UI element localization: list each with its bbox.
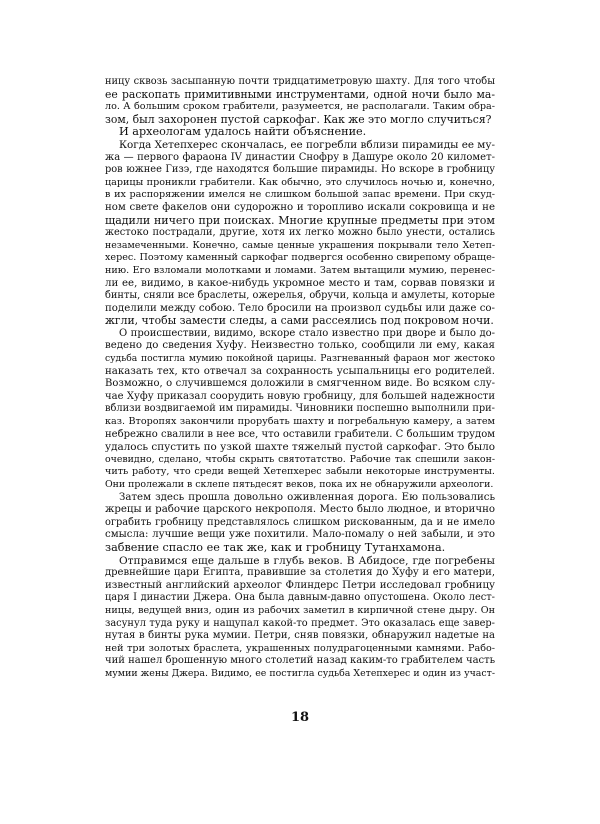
text-line: Отправимся еще дальше в глубь веков. В Абидосе, где погребены: [119, 554, 495, 567]
text-line: смысла: лучшие вещи уже похитили. Мало-помалу о ней забыли, и это: [105, 529, 495, 541]
text-line: Когда Хетепхерес скончалась, ее погребли вблизи пирамиды ее му-: [119, 138, 495, 151]
text-line: щадили ничего при поисках. Многие крупные предметы при этом: [105, 214, 495, 227]
text-line: ведено до сведения Хуфу. Неизвестно только, сообщили ли ему, какая: [105, 340, 495, 352]
text-line: чить работу, что среди вещей Хетепхерес забыли некоторые инструменты.: [105, 466, 495, 478]
text-line: засунул туда руку и нащупал какой-то предмет. Это оказалась еще завер-: [105, 617, 495, 629]
text-line: чий нашел брошенную много столетий назад каким-то грабителем часть: [105, 655, 495, 667]
text-line: небрежно свалили в нее все, что оставили грабители. С большим трудом: [105, 428, 495, 440]
text-line: ницы, ведущей вниз, один из рабочих заметил в кирпичной стене дыру. Он: [105, 604, 495, 616]
text-line: жестоко пострадали, другие, хотя их легко можно было унести, остались: [105, 227, 495, 239]
text-line: ло. А большим сроком грабители, разумеется, не располагали. Таким обра-: [105, 101, 495, 113]
text-line: нутая в бинты рука мумии. Петри, сняв повязки, обнаружил надетые на: [105, 630, 495, 642]
text-line: судьба постигла мумию покойной царицы. Разгневанный фараон мог жестоко: [105, 353, 495, 365]
text-line: вблизи воздвигаемой им пирамиды. Чиновники поспешно выполнили при-: [105, 403, 495, 415]
text-line: мумии жены Джера. Видимо, ее постигла судьба Хетепхерес и один из участ-: [105, 667, 495, 679]
text-line: Затем здесь прошла довольно оживленная дорога. Ею пользовались: [119, 491, 495, 503]
text-line: царицы проникли грабители. Как обычно, это случилось ночью и, конечно,: [105, 176, 495, 188]
text-line: наказать тех, кто отвечал за сохранность усыпальницы его родителей.: [105, 365, 495, 377]
text-line: ее раскопать примитивными инструментами, одной ночи было ма-: [105, 88, 495, 101]
text-line: удалось спустить по узкой шахте тяжелый пустой саркофаг. Это было: [105, 441, 495, 454]
text-line: ницу сквозь засыпанную почти тридцатиметровую шахту. Для того чтобы: [105, 76, 495, 87]
page-number: 18: [290, 710, 310, 725]
text-line: О происшествии, видимо, вскоре стало известно при дворе и было до-: [119, 327, 495, 339]
text-line: в их распоряжении имелся не слишком большой запас времени. При скуд-: [105, 189, 495, 201]
text-line: известный английский археолог Флиндерс Петри исследовал гробницу: [105, 579, 495, 591]
body-text: [105, 76, 495, 681]
text-line: бинты, сняли все браслеты, ожерелья, обручи, кольца и амулеты, которые: [105, 290, 495, 302]
text-line: незамеченными. Конечно, самые ценные украшения покрывали тело Хетеп-: [105, 239, 495, 251]
text-line: жрецы и рабочие царского некрополя. Место было людное, и вторично: [105, 504, 495, 516]
text-line: зом, был захоронен пустой саркофаг. Как же это могло случиться?: [105, 113, 492, 126]
text-line: ограбить гробницу представлялось слишком рискованным, да и не имело: [105, 516, 495, 528]
text-line: жгли, чтобы замести следы, а сами рассеялись под покровом ночи.: [105, 315, 494, 328]
text-line: ней три золотых браслета, украшенных полудрагоценными камнями. Рабо-: [105, 642, 495, 654]
text-line: царя I династии Джера. Она была давным-давно опустошена. Около лест-: [105, 592, 495, 604]
text-line: нию. Его взломали молотками и ломами. Затем вытащили мумию, перенес-: [105, 264, 495, 276]
text-line: забвение спасло ее так же, как и гробницу Тутанхамона.: [105, 541, 446, 554]
text-line: херес. Поэтому каменный саркофаг подвергся особенно свирепому обраще-: [105, 252, 495, 264]
text-line: Возможно, о случившемся доложили в смягченном виде. Во всяком слу-: [105, 378, 495, 390]
text-line: Они пролежали в склепе пятьдесят веков, пока их не обнаружили археологи.: [105, 479, 494, 490]
text-line: ном свете факелов они судорожно и торопливо искали сокровища и не: [105, 201, 495, 213]
text-line: каз. Второпях закончили прорубать шахту и погребальную камеру, а затем: [105, 416, 495, 428]
text-line: жа — первого фараона IV династии Снофру в Дашуре около 20 километ-: [105, 151, 495, 163]
text-line: древнейшие цари Египта, правившие за столетия до Хуфу и его матери,: [105, 567, 495, 579]
text-line: очевидно, сделано, чтобы скрыть святотатство. Рабочие так спешили закон-: [105, 453, 495, 465]
text-line: И археологам удалось найти объяснение.: [119, 126, 367, 139]
text-line: ли ее, видимо, в какое-нибудь укромное место и там, сорвав повязки и: [105, 277, 495, 289]
text-line: ров южнее Гизэ, где находятся большие пирамиды. Но вскоре в гробницу: [105, 164, 495, 176]
text-line: чае Хуфу приказал соорудить новую гробницу, для большей надежности: [105, 390, 495, 402]
text-line: поделили между собою. Тело бросили на произвол судьбы или даже со-: [105, 302, 495, 314]
